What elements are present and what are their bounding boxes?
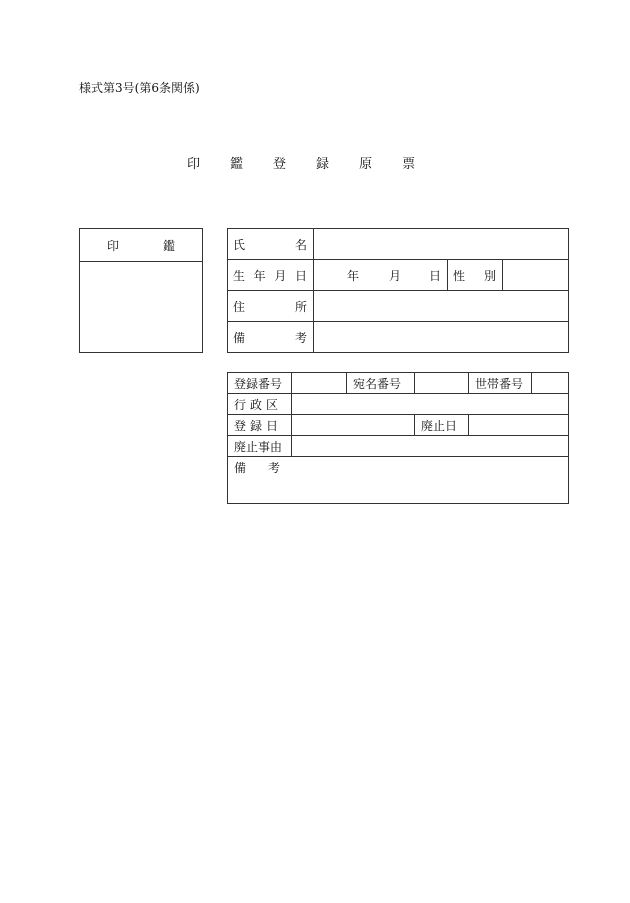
title-char: 票 <box>402 157 416 172</box>
form-number: 様式第3号(第6条関係) <box>79 81 200 95</box>
dates-row <box>228 415 569 436</box>
title-char: 原 <box>359 157 373 172</box>
title-char: 鑑 <box>230 157 244 172</box>
admin-table <box>227 372 569 504</box>
birth-year-unit: 年 <box>346 268 359 283</box>
address-label: 住 所 <box>228 291 314 322</box>
seal-box <box>79 228 203 353</box>
seal-label <box>80 229 202 262</box>
name-label: 氏 名 <box>228 229 314 260</box>
seal-label-char: 鑑 <box>162 238 175 253</box>
abolition-reason-label: 廃止事由 <box>228 436 292 457</box>
household-number-field[interactable] <box>532 373 569 394</box>
birth-month-unit: 月 <box>388 268 401 283</box>
registration-table <box>227 228 569 353</box>
address-number-label: 宛名番号 <box>347 373 415 394</box>
name-field[interactable] <box>314 229 569 260</box>
title-char: 印 <box>187 157 201 172</box>
reason-row <box>228 436 569 457</box>
address-row <box>228 291 569 322</box>
birth-row <box>228 260 569 291</box>
seal-stamp-area[interactable] <box>80 262 202 353</box>
name-row <box>228 229 569 260</box>
title-char: 録 <box>316 157 330 172</box>
memo-label: 備 考 <box>234 461 280 475</box>
abolition-date-label: 廃止日 <box>415 415 469 436</box>
registration-date-label: 登 録 日 <box>228 415 292 436</box>
address-field[interactable] <box>314 291 569 322</box>
household-number-label: 世帯番号 <box>469 373 532 394</box>
memo-row <box>228 457 569 504</box>
birth-date-label: 生 年 月 日 <box>228 260 314 291</box>
remarks-label: 備 考 <box>228 322 314 353</box>
remarks-row <box>228 322 569 353</box>
registration-date-field[interactable] <box>292 415 415 436</box>
admin-district-field[interactable] <box>292 394 569 415</box>
gender-label: 性 別 <box>448 260 503 291</box>
district-row <box>228 394 569 415</box>
admin-district-label: 行 政 区 <box>228 394 292 415</box>
address-number-field[interactable] <box>415 373 469 394</box>
title-char: 登 <box>273 157 287 172</box>
memo-field[interactable] <box>228 457 569 504</box>
birth-day-unit: 日 <box>428 268 441 283</box>
registration-number-field[interactable] <box>292 373 347 394</box>
birth-date-field[interactable] <box>314 260 448 291</box>
numbers-row <box>228 373 569 394</box>
remarks-field[interactable] <box>314 322 569 353</box>
abolition-reason-field[interactable] <box>292 436 569 457</box>
abolition-date-field[interactable] <box>469 415 569 436</box>
registration-number-label: 登録番号 <box>228 373 292 394</box>
seal-label-char: 印 <box>107 238 120 253</box>
page-title <box>187 153 415 172</box>
gender-field[interactable] <box>503 260 569 291</box>
